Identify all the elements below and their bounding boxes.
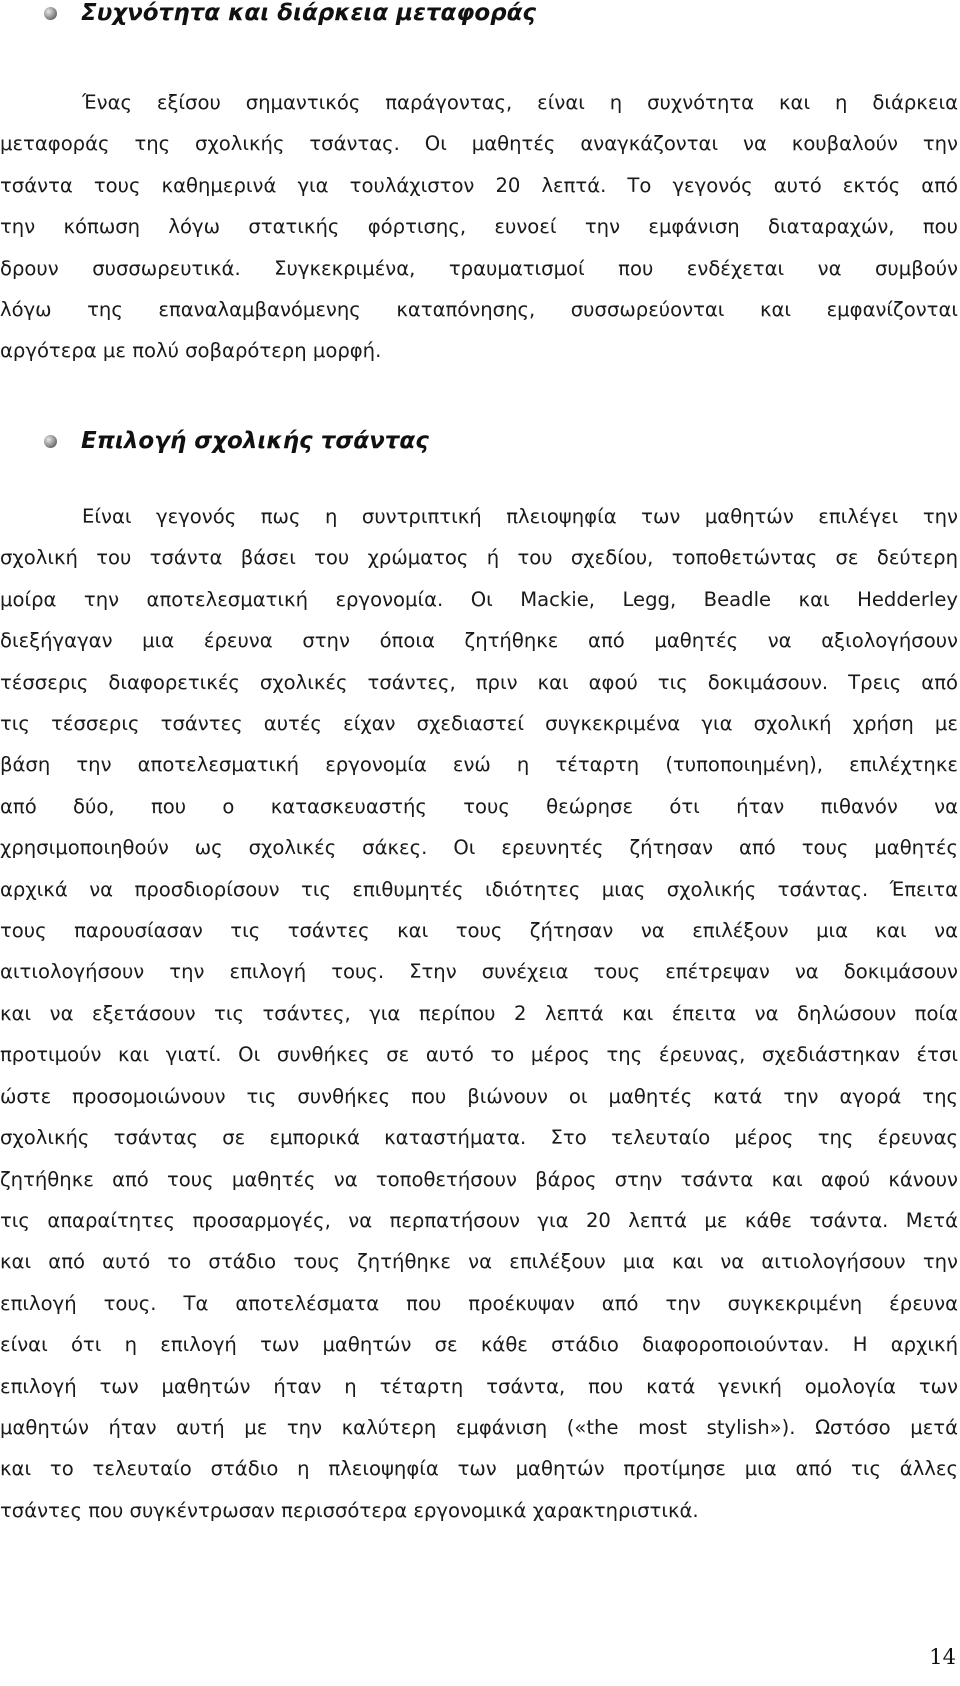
text-line: και το τελευταίο στάδιο η πλειοψηφία των μαθητών προτίμησε μια από τις άλλες [0, 1457, 958, 1481]
text-line: και να εξετάσουν τις τσάντες, για περίπου 2 λεπτά και έπειτα να δηλώσουν ποία [0, 1001, 958, 1025]
text-line: μαθητών ήταν αυτή με την καλύτερη εμφάνιση («the most stylish»). Ωστόσο μετά [0, 1415, 958, 1439]
text-line: από δύο, που ο κατασκευαστής τους θεώρησε ότι ήταν πιθανόν να [0, 794, 958, 818]
text-line: αιτιολογήσουν την επιλογή τους. Στην συνέχεια τους επέτρεψαν να δοκιμάσουν [0, 960, 958, 984]
paragraph-transport-frequency [0, 82, 958, 372]
text-line: επιλογή τους. Τα αποτελέσματα που προέκυψαν από την συγκεκριμένη έρευνα [0, 1291, 958, 1315]
text-line: αρχικά να προσδιορίσουν τις επιθυμητές ιδιότητες μιας σχολικής τσάντας. Έπειτα [0, 877, 958, 901]
text-line: δρουν συσσωρευτικά. Συγκεκριμένα, τραυματισμοί που ενδέχεται να συμβούν [0, 256, 958, 280]
text-line: ώστε προσομοιώνουν τις συνθήκες που βιώνουν οι μαθητές κατά την αγορά της [0, 1084, 958, 1108]
text-line: Είναι γεγονός πως η συντριπτική πλειοψηφία των μαθητών επιλέγει την [82, 505, 958, 528]
bullet-icon [44, 435, 57, 448]
section-heading: Συχνότητα και διάρκεια μεταφοράς [81, 0, 537, 26]
text-line: την κόπωση λόγω στατικής φόρτισης, ευνοεί την εμφάνιση διαταραχών, που [0, 215, 958, 239]
heading-bag-selection [44, 428, 429, 454]
text-line: τις τέσσερις τσάντες αυτές είχαν σχεδιαστεί συγκεκριμένα για σχολική χρήση με [0, 712, 958, 736]
heading-transport-frequency [44, 0, 536, 26]
text-line: τους παρουσίασαν τις τσάντες και τους ζήτησαν να επιλέξουν μια και να [0, 919, 958, 943]
text-line: επιλογή των μαθητών ήταν η τέταρτη τσάντα, που κατά γενική ομολογία των [0, 1374, 958, 1398]
page-number: 14 [929, 1645, 956, 1669]
section-heading: Επιλογή σχολικής τσάντας [81, 428, 429, 454]
text-line: αργότερα με πολύ σοβαρότερη μορφή. [0, 339, 382, 363]
text-line: τσάντα τους καθημερινά για τουλάχιστον 20 λεπτά. Το γεγονός αυτό εκτός από [0, 173, 958, 197]
text-line: τις απαραίτητες προσαρμογές, να περπατήσουν για 20 λεπτά με κάθε τσάντα. Μετά [0, 1208, 958, 1232]
text-line: και από αυτό το στάδιο τους ζητήθηκε να επιλέξουν μια και να αιτιολογήσουν την [0, 1250, 958, 1274]
text-line: λόγω της επαναλαμβανόμενης καταπόνησης, συσσωρεύονται και εμφανίζονται [0, 298, 958, 322]
text-line: τέσσερις διαφορετικές σχολικές τσάντες, πριν και αφού τις δοκιμάσουν. Τρεις από [0, 670, 958, 694]
text-line: σχολική του τσάντα βάσει του χρώματος ή του σχεδίου, τοποθετώντας σε δεύτερη [0, 546, 958, 570]
text-line: ζητήθηκε από τους μαθητές να τοποθετήσουν βάρος στην τσάντα και αφού κάνουν [0, 1167, 958, 1191]
text-line: τσάντες που συγκέντρωσαν περισσότερα εργονομικά χαρακτηριστικά. [0, 1498, 699, 1522]
text-line: μεταφοράς της σχολικής τσάντας. Οι μαθητές αναγκάζονται να κουβαλούν την [0, 132, 958, 156]
text-line: είναι ότι η επιλογή των μαθητών σε κάθε στάδιο διαφοροποιούνταν. Η αρχική [0, 1333, 958, 1357]
text-line: διεξήγαγαν μια έρευνα στην όποια ζητήθηκε από μαθητές να αξιολογήσουν [0, 629, 958, 653]
text-line: προτιμούν και γιατί. Οι συνθήκες σε αυτό το μέρος της έρευνας, σχεδιάστηκαν έτσι [0, 1043, 958, 1067]
text-line: Ένας εξίσου σημαντικός παράγοντας, είναι η συχνότητα και η διάρκεια [82, 91, 958, 114]
text-line: σχολικής τσάντας σε εμπορικά καταστήματα. Στο τελευταίο μέρος της έρευνας [0, 1126, 958, 1150]
paragraph-bag-selection [0, 496, 958, 1531]
text-line: χρησιμοποιηθούν ως σχολικές σάκες. Οι ερευνητές ζήτησαν από τους μαθητές [0, 836, 958, 860]
text-line: μοίρα την αποτελεσματική εργονομία. Οι Mackie, Legg, Beadle και Hedderley [0, 587, 958, 611]
bullet-icon [44, 7, 57, 20]
text-line: βάση την αποτελεσματική εργονομία ενώ η τέταρτη (τυποποιημένη), επιλέχτηκε [0, 753, 958, 777]
